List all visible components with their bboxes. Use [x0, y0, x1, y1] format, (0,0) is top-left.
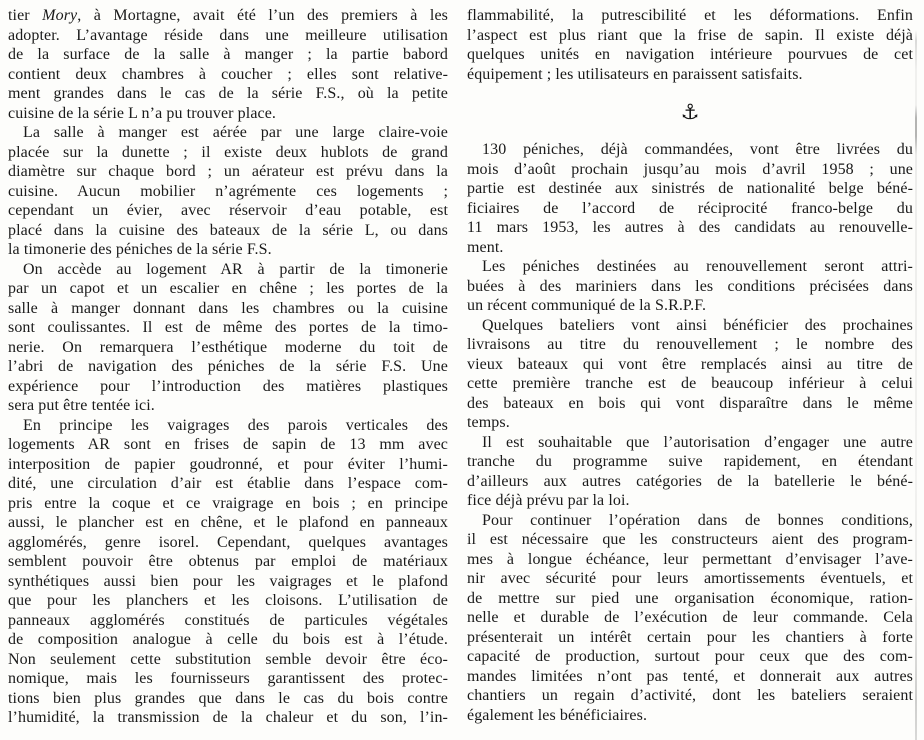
text-line: nomique, mais les fournisseurs garantissent des protec-: [8, 670, 448, 687]
left-column: [8, 6, 448, 728]
paragraph: [467, 316, 913, 433]
anchor-icon: ⚓: [680, 99, 700, 124]
text-line: Il est souhaitable que l’autorisation d’engager une autre: [482, 433, 913, 451]
text-line: semblent pouvoir être obtenus par emploi de matériaux: [8, 553, 448, 570]
text-line: dité, une circulation d’air est établie dans l’espace com-: [8, 475, 448, 492]
text-line: que pour les planchers et les cloisons. L’utilisation de: [8, 592, 448, 609]
text-line: 130 péniches, déjà commandées, vont être livrées du: [482, 141, 913, 158]
text-line: des bateaux en bois qui vont disparaître dans le même: [467, 394, 913, 412]
text-line: temps.: [467, 414, 510, 431]
text-line: quelques unités en navigation intérieure pourvues de cet: [467, 46, 913, 63]
text-line: ficiaires de l’accord de réciprocité franco-belge du: [467, 199, 913, 217]
text-line: Les péniches destinées au renouvellement seront attri-: [482, 258, 913, 275]
text-line: logements AR sont en frises de sapin de 13 mm avec: [8, 436, 448, 453]
text-line: de composition analogue à celle du bois est à l’étude.: [8, 631, 448, 648]
text-line: l’humidité, la transmission de la chaleur et du son, l’in-: [8, 709, 448, 726]
text-line: cependant un évier, avec réservoir d’eau potable, est: [8, 202, 448, 219]
text-line: flammabilité, la putrescibilité et les déformations. Enfin: [467, 7, 913, 24]
text-line: contient deux chambres à coucher ; elles sont relative-: [8, 65, 448, 83]
text-line: sont coulissantes. Il est de même des portes de la timo-: [8, 319, 448, 336]
text-line: l’aspect est plus riant que la frise de sapin. Il existe déjà: [467, 26, 913, 44]
text-line: diamètre sur chaque bord ; un aérateur est prévu dans la: [8, 163, 448, 180]
text-line: 11 mars 1953, les autres à des candidats au renouvelle-: [467, 219, 913, 236]
text-line: équipement ; les utilisateurs en paraissent satisfaits.: [467, 65, 803, 83]
text-line: cuisine. Aucun mobilier n’agrémente ces logements ;: [8, 182, 448, 200]
paragraph: [467, 140, 913, 257]
text-line: Non seulement cette substitution semble devoir être éco-: [8, 650, 448, 668]
text-line: Quelques bateliers vont ainsi bénéficier des prochaines: [482, 316, 913, 334]
text-line: adopter. L’avantage réside dans une meilleure utilisation: [8, 26, 448, 44]
text-line: la timonerie des péniches de la série F.S.: [8, 241, 272, 258]
text-line: il est nécessaire que les constructeurs aient des program-: [467, 531, 913, 548]
paragraph: [8, 260, 448, 416]
text-line: capacité de production, surtout pour ceux que des com-: [467, 648, 913, 665]
text-line: cette première tranche est de beaucoup inférieur à celui: [467, 375, 913, 392]
text-line: chantiers un regain d’activité, dont les bateliers seraient: [467, 687, 913, 704]
text-line: synthétiques aussi bien pour les vaigrages et le plafond: [8, 572, 448, 590]
text-line: buées à des mariniers dans les conditions précisées dans: [467, 277, 913, 295]
text-line: interposition de papier goudronné, et pour éviter l’humi-: [8, 455, 448, 473]
text-line: ment grandes dans le cas de la série F.S., où la petite: [8, 85, 448, 102]
text-line: aussi, le plancher est en chêne, et le plafond en panneaux: [8, 514, 448, 531]
text-line: également les bénéficiaires.: [467, 706, 648, 724]
text-line: de mettre sur pied une organisation économique, ration-: [467, 589, 913, 607]
text-line: de la surface de la salle à manger ; la partie babord: [8, 46, 448, 63]
paragraph: [467, 433, 913, 511]
text-line: présenterait un intérêt certain pour les chantiers à forte: [467, 628, 913, 646]
text-line: l’abri de navigation des péniches de la série F.S. Une: [8, 358, 448, 375]
text-line: mandes limitées n’ont pas tenté, et donnerait aux autres: [467, 667, 913, 685]
text-line: placée sur la dunette ; il existe deux hublots de grand: [8, 143, 448, 161]
text-line: salle à manger donnant dans les chambres ou la cuisine: [8, 299, 448, 317]
text-line: panneaux agglomérés constitués de particules végétales: [8, 611, 448, 629]
paragraph: [8, 6, 448, 123]
text-line: nerie. On remarquera l’esthétique moderne du toit de: [8, 338, 448, 356]
paragraph: [8, 123, 448, 260]
text-line: expérience pour l’introduction des matières plastiques: [8, 377, 448, 395]
text-line: sera put être tentée ici.: [8, 397, 155, 414]
paragraph: [467, 6, 913, 84]
text-line: tier Mory, à Mortagne, avait été l’un des premiers à les: [8, 7, 448, 24]
text-line: agglomérés, genre isorel. Cependant, quelques avantages: [8, 533, 448, 551]
text-line: par un capot et un escalier en chêne ; les portes de la: [8, 280, 448, 297]
paragraph: [467, 257, 913, 316]
text-line: tions bien plus grandes que dans le cas du bois contre: [8, 689, 448, 707]
text-line: mois d’août prochain jusqu’au mois d’avril 1958 ; une: [467, 160, 913, 178]
text-line: fice déjà prévu par la loi.: [467, 492, 630, 509]
paragraph: [8, 416, 448, 728]
text-line: pris entre la coque et ce vraigrage en bois ; en principe: [8, 494, 448, 512]
text-line: On accède au logement AR à partir de la timonerie: [23, 260, 448, 278]
text-line: ment.: [467, 238, 504, 256]
text-line: livraisons au titre du renouvellement ; le nombre des: [467, 336, 913, 353]
text-line: tranche du programme suive rapidement, en étendant: [467, 453, 913, 470]
page-edge-shadow: [915, 0, 917, 740]
right-column: [467, 6, 913, 725]
text-line: mes à longue échéance, leur permettant d’envisager l’ave-: [467, 550, 913, 568]
text-line: En principe les vaigrages des parois verticales des: [23, 416, 448, 434]
text-line: partie est destinée aux sinistrés de nationalité belge béné-: [467, 180, 913, 197]
text-line: vieux bateaux qui vont être remplacés ainsi au titre de: [467, 355, 913, 373]
text-line: cuisine de la série L n’a pu trouver place.: [8, 104, 277, 122]
text-line: Pour continuer l’opération dans de bonnes conditions,: [482, 511, 913, 529]
text-line: d’ailleurs aux autres catégories de la batellerie le béné-: [467, 472, 913, 490]
section-divider: [467, 84, 913, 140]
paragraph: [467, 511, 913, 726]
text-line: La salle à manger est aérée par une large claire-voie: [23, 124, 448, 141]
text-line: un récent communiqué de la S.R.P.F.: [467, 297, 707, 314]
text-line: nir avec sécurité pour leurs amortissements éventuels, et: [467, 570, 913, 587]
text-line: placé dans la cuisine des bateaux de la série L, ou dans: [8, 221, 448, 239]
text-line: nelle et durable de l’exécution de leur commande. Cela: [467, 609, 913, 626]
